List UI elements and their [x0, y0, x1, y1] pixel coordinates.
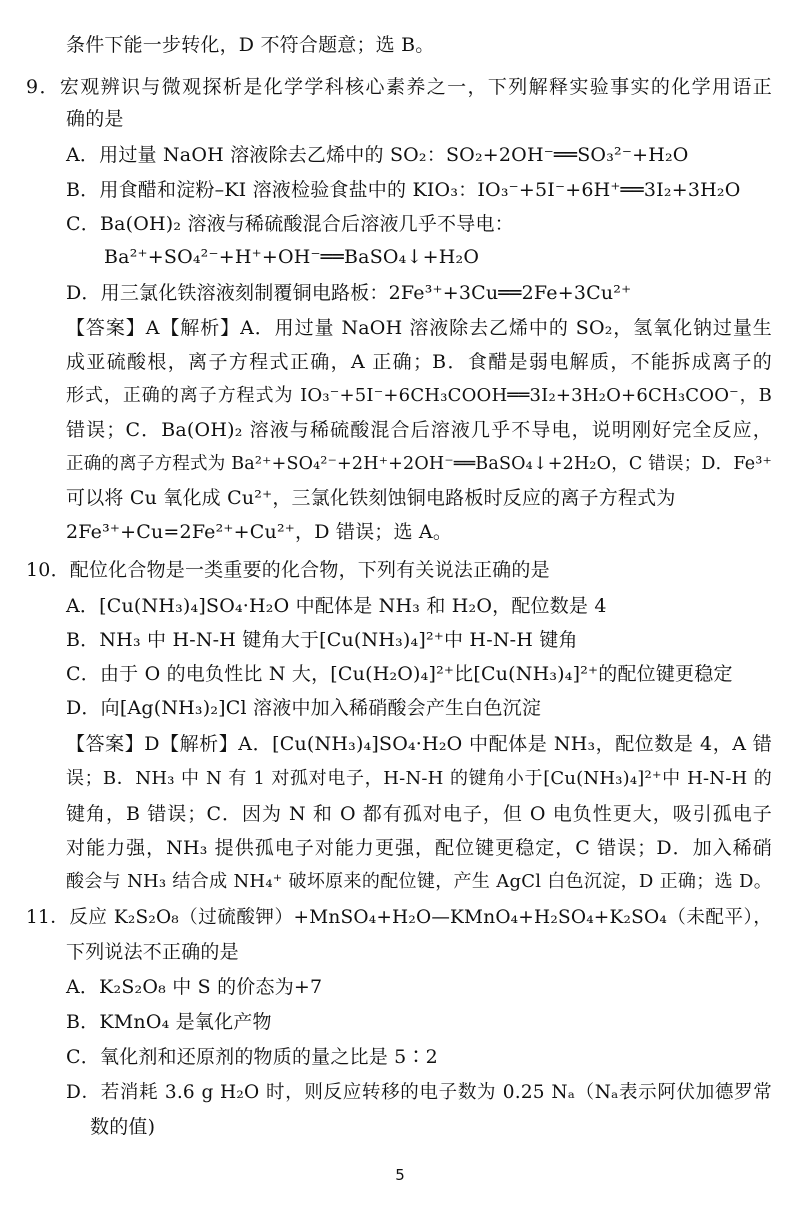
question-10-option-a: A．[Cu(NH₃)₄]SO₄·H₂O 中配体是 NH₃ 和 H₂O，配位数是 4 — [66, 595, 607, 617]
question-10-option-b: B．NH₃ 中 H-N-H 键角大于[Cu(NH₃)₄]²⁺中 H-N-H 键角 — [66, 629, 578, 651]
answer-9-line: 错误；C．Ba(OH)₂ 溶液与稀硫酸混合后溶液几乎不导电，说明刚好完全反应， — [66, 419, 772, 441]
answer-10-line: 键角，B 错误；C．因为 N 和 O 都有孤对电子，但 O 电负性更大，吸引孤电子 — [66, 803, 772, 825]
question-10-stem: 10．配位化合物是一类重要的化合物，下列有关说法正确的是 — [26, 559, 550, 581]
question-10-option-d: D．向[Ag(NH₃)₂]Cl 溶液中加入稀硝酸会产生白色沉淀 — [66, 697, 542, 719]
question-11-stem-cont: 下列说法不正确的是 — [66, 941, 239, 963]
answer-10-line: 酸会与 NH₃ 结合成 NH₄⁺ 破坏原来的配位键，产生 AgCl 白色沉淀，D 正确；选 D。 — [66, 871, 772, 892]
answer-10-line: 【答案】D【解析】A．[Cu(NH₃)₄]SO₄·H₂O 中配体是 NH₃，配位数是 4，A 错 — [66, 733, 772, 755]
question-10-option-c: C．由于 O 的电负性比 N 大，[Cu(H₂O)₄]²⁺比[Cu(NH₃)₄]²⁺的配位键更稳定 — [66, 663, 733, 685]
question-11-option-a: A．K₂S₂O₈ 中 S 的价态为+7 — [66, 976, 323, 998]
page-number: 5 — [395, 1166, 405, 1184]
answer-10-line: 误；B．NH₃ 中 N 有 1 对孤对电子，H-N-H 的键角小于[Cu(NH₃)₄]²⁺中 H-N-H 的 — [66, 768, 772, 789]
question-11-option-b: B．KMnO₄ 是氧化产物 — [66, 1011, 272, 1033]
question-11-stem: 11．反应 K₂S₂O₈（过硫酸钾）+MnSO₄+H₂O—KMnO₄+H₂SO₄+K₂SO₄（未配平）， — [26, 907, 772, 928]
answer-9-line: 形式，正确的离子方程式为 IO₃⁻+5I⁻+6CH₃COOH══3I₂+3H₂O+6CH₃COO⁻，B — [66, 385, 772, 406]
question-9-stem-cont: 确的是 — [66, 108, 124, 130]
question-9-option-a: A．用过量 NaOH 溶液除去乙烯中的 SO₂：SO₂+2OH⁻══SO₃²⁻+H₂O — [66, 144, 689, 166]
question-9-stem: 9．宏观辨识与微观探析是化学学科核心素养之一，下列解释实验事实的化学用语正 — [26, 76, 772, 98]
question-11-option-c: C．氧化剂和还原剂的物质的量之比是 5∶2 — [66, 1046, 438, 1068]
question-9-option-c-equation: Ba²⁺+SO₄²⁻+H⁺+OH⁻══BaSO₄↓+H₂O — [104, 246, 480, 268]
question-11-option-d: D．若消耗 3.6 g H₂O 时，则反应转移的电子数为 0.25 Nₐ（Nₐ表示阿伏加德罗常 — [66, 1082, 772, 1103]
answer-9-line: 成亚硫酸根，离子方程式正确，A 正确；B．食醋是弱电解质，不能拆成离子的 — [66, 351, 772, 373]
question-11-option-d-cont: 数的值) — [90, 1116, 156, 1138]
answer-9-line: 正确的离子方程式为 Ba²⁺+SO₄²⁻+2H⁺+2OH⁻══BaSO₄↓+2H₂O，C 错误；D．Fe³⁺ — [66, 454, 772, 474]
text-line: 条件下能一步转化，D 不符合题意；选 B。 — [66, 34, 435, 56]
question-9-option-c: C．Ba(OH)₂ 溶液与稀硫酸混合后溶液几乎不导电： — [66, 213, 514, 235]
answer-10-line: 对能力强，NH₃ 提供孤电子对能力更强，配位键更稳定，C 错误；D．加入稀硝 — [66, 837, 772, 859]
answer-9-line: 【答案】A【解析】A．用过量 NaOH 溶液除去乙烯中的 SO₂，氢氧化钠过量生 — [66, 317, 772, 339]
answer-9-line: 可以将 Cu 氧化成 Cu²⁺，三氯化铁刻蚀铜电路板时反应的离子方程式为 — [66, 487, 676, 509]
answer-9-line: 2Fe³⁺+Cu=2Fe²⁺+Cu²⁺，D 错误；选 A。 — [66, 521, 453, 543]
question-9-option-d: D．用三氯化铁溶液刻制覆铜电路板：2Fe³⁺+3Cu══2Fe+3Cu²⁺ — [66, 282, 632, 304]
question-9-option-b: B．用食醋和淀粉–KI 溶液检验食盐中的 KIO₃：IO₃⁻+5I⁻+6H⁺══3I₂+3H₂O — [66, 179, 741, 201]
